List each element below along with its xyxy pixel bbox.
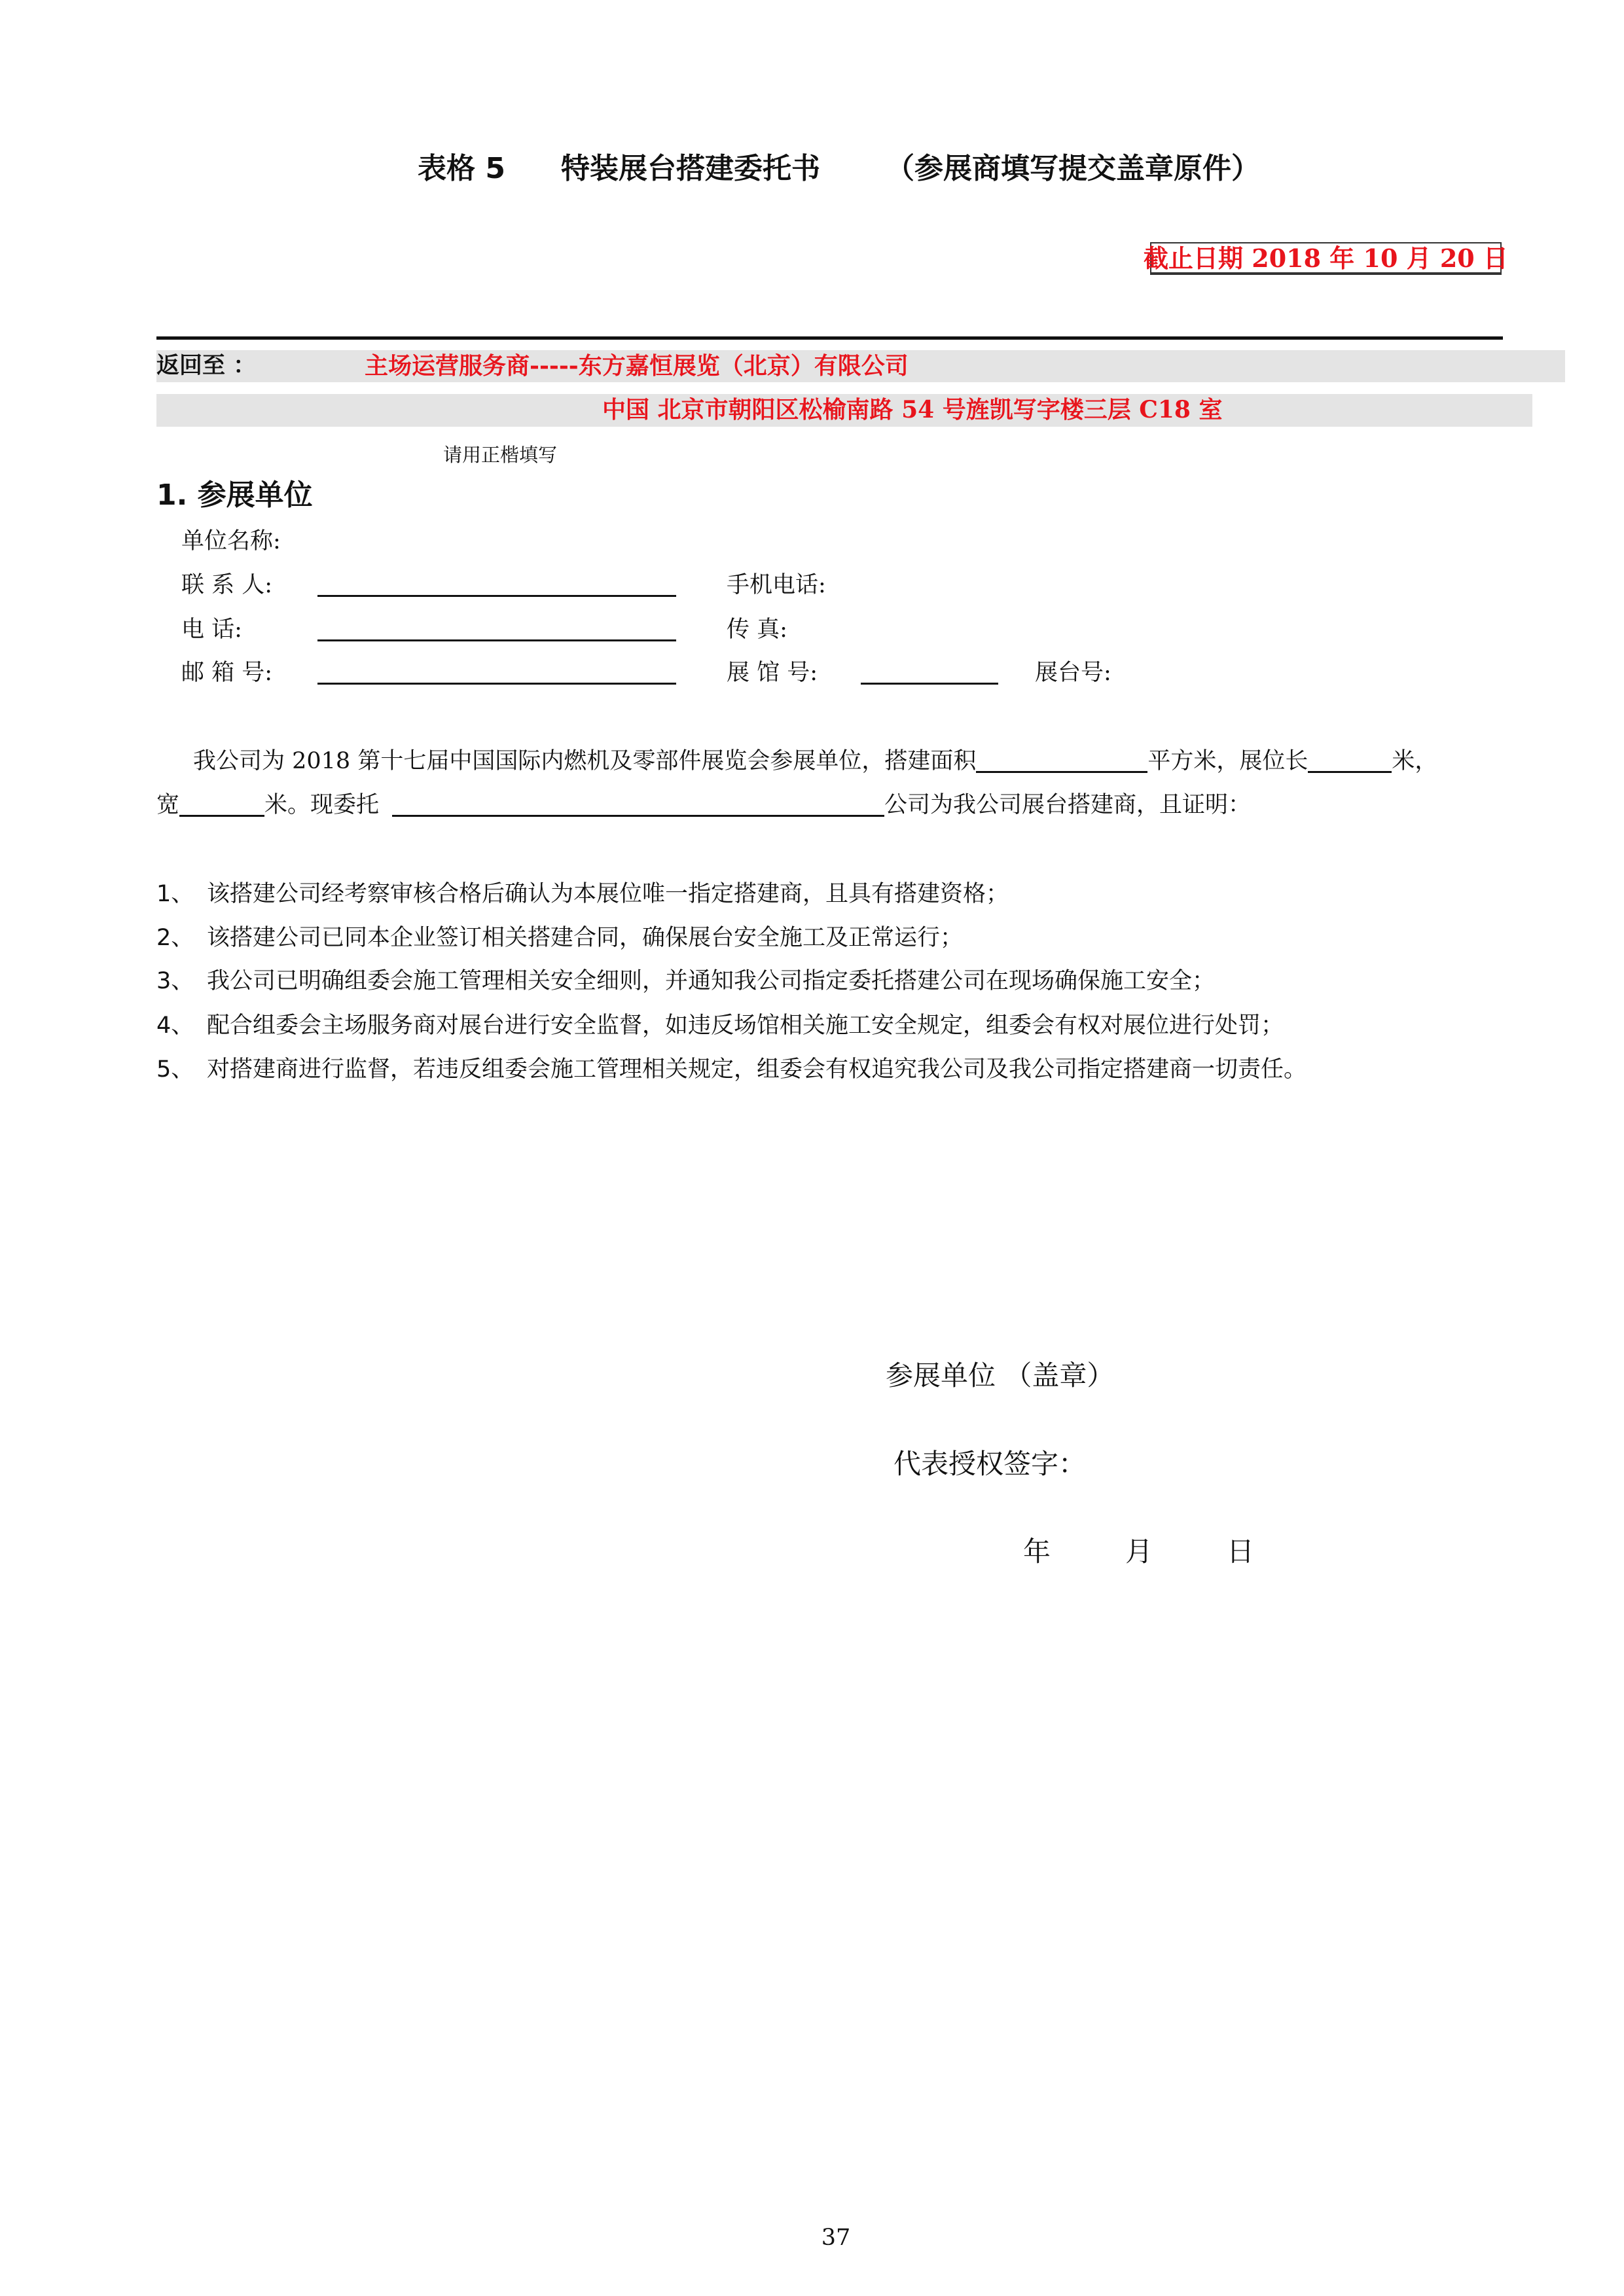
phone-field[interactable] bbox=[317, 639, 676, 641]
clause-number: 4、 bbox=[156, 1013, 194, 1039]
statement-text: 我公司为 2018 第十七届中国国际内燃机及零部件展览会参展单位，搭建面积 bbox=[193, 748, 977, 774]
deadline-box: 截止日期 2018 年 10 月 20 日 bbox=[1150, 242, 1502, 275]
fill-note: 请用正楷填写 bbox=[443, 444, 558, 466]
page-title: 特装展台搭建委托书 bbox=[561, 152, 820, 185]
year-label: 年 bbox=[1023, 1535, 1051, 1568]
hall-field[interactable] bbox=[861, 683, 998, 685]
hall-label: 展 馆 号: bbox=[727, 660, 818, 686]
statement-line-2 bbox=[156, 794, 1251, 817]
page-number-text: 37 bbox=[821, 2225, 851, 2251]
clause-text: 我公司已明确组委会施工管理相关安全细则，并通知我公司指定委托搭建公司在现场确保施工安全； bbox=[207, 968, 1216, 994]
statement-text: 宽 bbox=[156, 792, 180, 818]
clause-number: 5、 bbox=[156, 1056, 194, 1083]
phone-label: 电 话: bbox=[181, 617, 242, 643]
clause-number: 2、 bbox=[156, 925, 194, 951]
booth-width-field[interactable] bbox=[179, 794, 264, 817]
day-label: 日 bbox=[1227, 1535, 1255, 1568]
table-number: 表格 5 bbox=[418, 152, 505, 185]
postcode-label: 邮 箱 号: bbox=[181, 660, 273, 686]
mobile-label: 手机电话: bbox=[727, 572, 826, 598]
clause-number: 3、 bbox=[156, 968, 194, 994]
statement-text: 平方米，展位长 bbox=[1147, 748, 1308, 774]
statement-text: 米， bbox=[1392, 748, 1438, 774]
statement-text: 米。现委托 bbox=[264, 792, 380, 818]
signature-label: 代表授权签字： bbox=[893, 1448, 1087, 1480]
clause-number: 1、 bbox=[156, 881, 194, 907]
contact-label: 联 系 人: bbox=[181, 572, 273, 598]
clause-text: 配合组委会主场服务商对展台进行安全监督，如违反场馆相关施工安全规定，组委会有权对展位进行处罚； bbox=[207, 1013, 1284, 1039]
area-field[interactable] bbox=[976, 750, 1147, 773]
booth-label: 展台号: bbox=[1035, 660, 1111, 686]
divider bbox=[156, 336, 1503, 340]
contractor-field[interactable] bbox=[392, 794, 884, 817]
seal-label: 参展单位 （盖章） bbox=[886, 1359, 1115, 1391]
page-subtitle: （参展商填写提交盖章原件） bbox=[886, 152, 1260, 185]
clause-text: 该搭建公司已同本企业签订相关搭建合同，确保展台安全施工及正常运行； bbox=[207, 925, 964, 951]
return-to-address: 中国 北京市朝阳区松榆南路 54 号旌凯写字楼三层 C18 室 bbox=[602, 396, 1223, 423]
company-name-label: 单位名称: bbox=[181, 528, 281, 554]
postcode-field[interactable] bbox=[317, 683, 676, 685]
return-to-label: 返回至 ： bbox=[156, 353, 257, 379]
booth-length-field[interactable] bbox=[1308, 750, 1392, 773]
statement-text: 公司为我公司展台搭建商，且证明： bbox=[884, 792, 1252, 818]
month-label: 月 bbox=[1125, 1535, 1153, 1568]
fax-label: 传 真: bbox=[727, 617, 787, 643]
section-heading: 1. 参展单位 bbox=[156, 478, 313, 512]
return-to-company: 主场运营服务商-----东方嘉恒展览（北京）有限公司 bbox=[365, 352, 909, 380]
statement-line-1 bbox=[193, 750, 1437, 773]
contact-field[interactable] bbox=[317, 595, 676, 597]
clause-text: 对搭建商进行监督，若违反组委会施工管理相关规定，组委会有权追究我公司及我公司指定搭建商一切责任。 bbox=[207, 1056, 1307, 1083]
clause-text: 该搭建公司经考察审核合格后确认为本展位唯一指定搭建商，且具有搭建资格； bbox=[207, 881, 1009, 907]
